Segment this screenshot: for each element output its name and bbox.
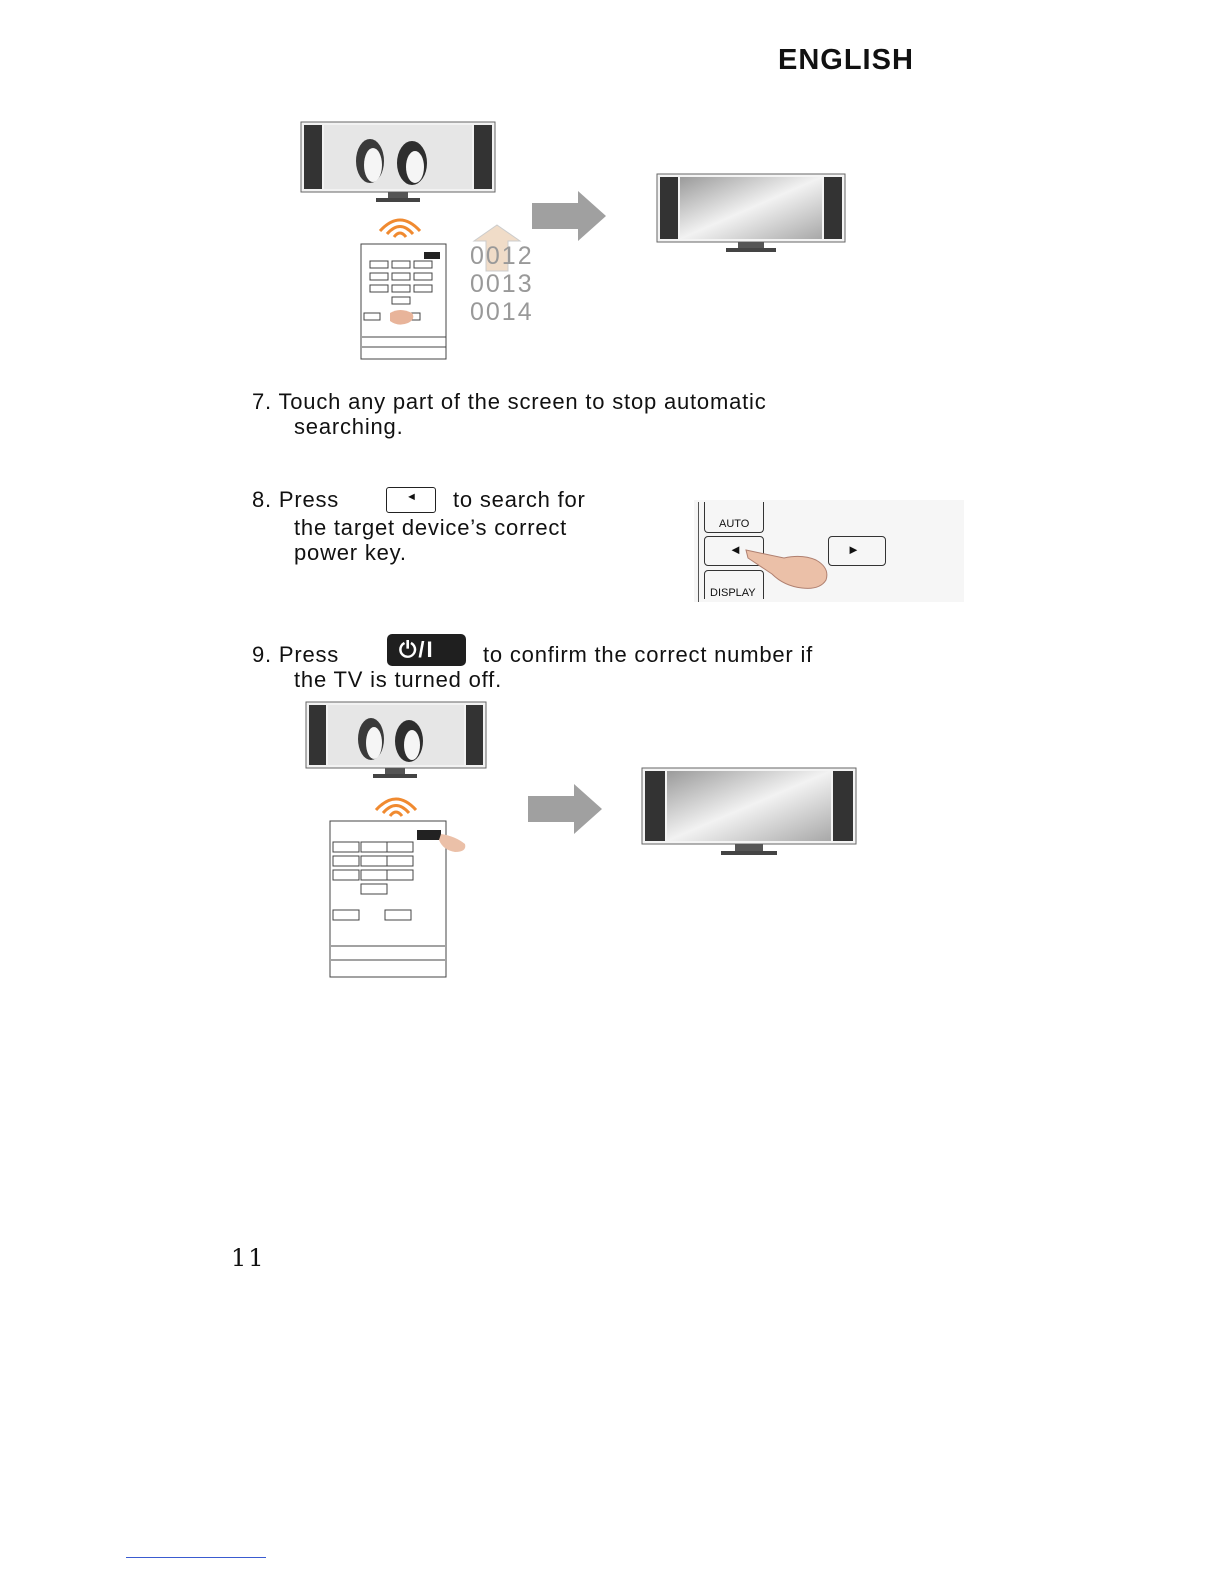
power-key-icon — [387, 634, 466, 666]
left-key-icon — [386, 487, 436, 513]
keypad-closeup — [694, 500, 964, 602]
code-item: 0013 — [470, 270, 534, 298]
remote-control-icon — [360, 243, 448, 361]
hand-pointer-icon — [744, 540, 834, 592]
code-list — [470, 242, 534, 326]
left-key-symbol: ◄ — [406, 491, 417, 503]
auto-key — [704, 502, 764, 533]
figure-confirm-power — [300, 696, 860, 986]
power-key-symbol: ⏻/I — [399, 637, 435, 662]
step-9-line-2: the TV is turned off. — [294, 667, 502, 692]
left-arrow-symbol: ◄ — [729, 542, 742, 557]
arrow-right-icon — [532, 191, 608, 241]
figure-auto-search — [290, 115, 870, 365]
step-9-after: to confirm the correct number if — [483, 642, 814, 667]
step-8-press: 8. Press — [252, 487, 340, 512]
ir-signal-icon — [370, 786, 422, 820]
tv-off-icon — [641, 767, 859, 859]
ir-signal-icon — [374, 207, 426, 241]
display-key-label: DISPLAY — [710, 587, 756, 599]
arrow-right-icon — [528, 784, 604, 834]
auto-key-label: AUTO — [719, 518, 750, 530]
step-8-after: to search for — [453, 487, 586, 512]
remote-control-icon — [329, 820, 469, 980]
closeup-border — [698, 502, 699, 602]
code-item: 0014 — [470, 298, 534, 326]
right-arrow-key — [828, 536, 886, 566]
tv-on-icon — [300, 121, 496, 205]
tv-off-icon — [656, 173, 846, 255]
footer-rule — [126, 1557, 266, 1558]
page-language-label: ENGLISH — [778, 44, 914, 76]
tv-on-icon — [305, 701, 487, 781]
step-7-line-2: searching. — [294, 414, 404, 439]
step-7-line-1: 7. Touch any part of the screen to stop automatic — [252, 389, 767, 414]
step-8-line-2: the target device’s correct — [294, 515, 568, 540]
step-8-line-3: power key. — [294, 540, 407, 565]
right-arrow-symbol: ► — [847, 542, 860, 557]
code-item: 0012 — [470, 242, 534, 270]
step-9-press: 9. Press — [252, 642, 340, 667]
page-number: 11 — [231, 1244, 266, 1272]
